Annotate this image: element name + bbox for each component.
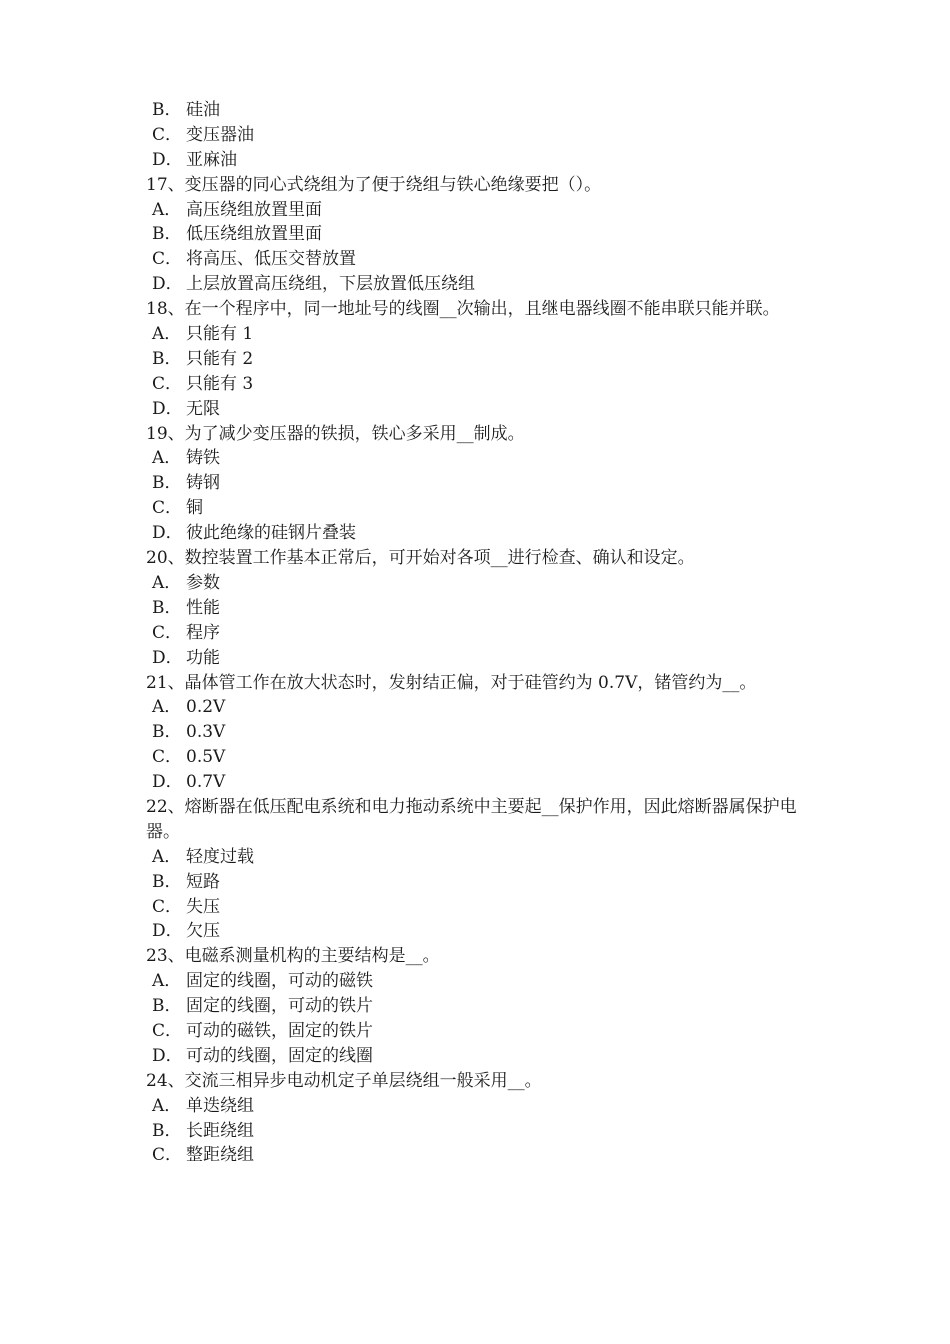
option-letter: B．	[152, 871, 182, 892]
option-text: 铸钢	[186, 473, 220, 494]
option-letter: C．	[152, 622, 183, 643]
option-text: 无限	[186, 398, 220, 419]
answer-option	[0, 372, 950, 397]
option-letter: A．	[152, 846, 182, 867]
answer-option	[0, 695, 950, 720]
option-letter: C．	[152, 124, 183, 145]
answer-option	[0, 247, 950, 272]
answer-option	[0, 1094, 950, 1119]
option-letter: A．	[152, 971, 182, 992]
option-letter: C．	[152, 1021, 183, 1042]
option-text: 上层放置高压绕组，下层放置低压绕组	[186, 274, 475, 295]
option-text: 可动的磁铁，固定的铁片	[186, 1021, 373, 1042]
answer-option	[0, 471, 950, 496]
answer-option	[0, 646, 950, 671]
option-letter: A．	[152, 448, 182, 469]
option-text: 高压绕组放置里面	[186, 199, 322, 220]
option-letter: D．	[152, 647, 183, 668]
option-letter: A．	[152, 697, 182, 718]
option-text: 单迭绕组	[186, 1095, 254, 1116]
option-letter: D．	[152, 523, 183, 544]
option-text: 只能有 2	[186, 348, 254, 369]
option-text: 铜	[186, 498, 203, 519]
option-letter: A．	[152, 324, 182, 345]
answer-option	[0, 1019, 950, 1044]
answer-option	[0, 148, 950, 173]
option-text: 固定的线圈，可动的铁片	[186, 996, 373, 1017]
option-letter: B．	[152, 722, 182, 743]
answer-option	[0, 845, 950, 870]
option-letter: B．	[152, 1120, 182, 1141]
option-letter: A．	[152, 1095, 182, 1116]
question-text: 18、在一个程序中，同一地址号的线圈__次输出，且继电器线圈不能串联只能并联。	[146, 299, 780, 320]
option-letter: D．	[152, 149, 183, 170]
question-text: 21、晶体管工作在放大状态时，发射结正偏，对于硅管约为 0.7V，锗管约为__。	[146, 672, 757, 693]
question-text: 20、数控装置工作基本正常后，可开始对各项__进行检查、确认和设定。	[146, 548, 695, 569]
answer-option	[0, 347, 950, 372]
answer-option	[0, 770, 950, 795]
option-letter: C．	[152, 249, 183, 270]
option-text: 亚麻油	[186, 149, 237, 170]
answer-option	[0, 322, 950, 347]
option-text: 短路	[186, 871, 220, 892]
option-letter: D．	[152, 921, 183, 942]
option-text: 彼此绝缘的硅钢片叠装	[186, 523, 356, 544]
answer-option	[0, 521, 950, 546]
answer-option	[0, 994, 950, 1019]
option-text: 0.2V	[186, 697, 226, 718]
question-text: 19、为了减少变压器的铁损，铁心多采用__制成。	[146, 423, 525, 444]
option-letter: A．	[152, 572, 182, 593]
answer-option	[0, 969, 950, 994]
option-text: 将高压、低压交替放置	[186, 249, 356, 270]
option-letter: C．	[152, 1145, 183, 1166]
answer-option	[0, 596, 950, 621]
answer-option	[0, 870, 950, 895]
option-letter: B．	[152, 473, 182, 494]
option-text: 整距绕组	[186, 1145, 254, 1166]
answer-option	[0, 1044, 950, 1069]
option-text: 失压	[186, 896, 220, 917]
question-text: 23、电磁系测量机构的主要结构是__。	[146, 946, 440, 967]
option-text: 欠压	[186, 921, 220, 942]
option-text: 铸铁	[186, 448, 220, 469]
question-text: 24、交流三相异步电动机定子单层绕组一般采用__。	[146, 1070, 542, 1091]
answer-option	[0, 98, 950, 123]
option-text: 只能有 3	[186, 373, 254, 394]
option-text: 变压器油	[186, 124, 254, 145]
option-letter: B．	[152, 100, 182, 120]
option-letter: C．	[152, 373, 183, 394]
option-letter: C．	[152, 896, 183, 917]
answer-option	[0, 446, 950, 471]
option-letter: D．	[152, 398, 183, 419]
option-text: 可动的线圈，固定的线圈	[186, 1045, 373, 1066]
answer-option	[0, 123, 950, 148]
answer-option	[0, 272, 950, 297]
answer-option	[0, 198, 950, 223]
option-text: 0.5V	[186, 747, 226, 768]
answer-option	[0, 919, 950, 944]
option-text: 只能有 1	[186, 324, 254, 345]
answer-option	[0, 496, 950, 521]
answer-option	[0, 1119, 950, 1144]
option-letter: C．	[152, 498, 183, 519]
option-letter: A．	[152, 199, 182, 220]
answer-option	[0, 1143, 950, 1168]
document-page	[0, 98, 950, 1168]
answer-option	[0, 397, 950, 422]
question-text: 17、变压器的同心式绕组为了便于绕组与铁心绝缘要把（）。	[146, 174, 602, 195]
option-text: 硅油	[186, 100, 220, 120]
option-text: 参数	[186, 572, 220, 593]
option-letter: D．	[152, 274, 183, 295]
option-text: 0.7V	[186, 772, 226, 793]
option-text: 性能	[186, 597, 220, 618]
option-text: 0.3V	[186, 722, 226, 743]
question-text: 22、熔断器在低压配电系统和电力拖动系统中主要起__保护作用，因此熔断器属保护电器。	[146, 796, 797, 842]
option-text: 固定的线圈，可动的磁铁	[186, 971, 373, 992]
option-letter: B．	[152, 996, 182, 1017]
answer-option	[0, 222, 950, 247]
answer-option	[0, 571, 950, 596]
option-letter: B．	[152, 348, 182, 369]
option-text: 长距绕组	[186, 1120, 254, 1141]
answer-option	[0, 745, 950, 770]
option-letter: D．	[152, 1045, 183, 1066]
answer-option	[0, 720, 950, 745]
answer-option	[0, 621, 950, 646]
option-text: 程序	[186, 622, 220, 643]
option-text: 轻度过载	[186, 846, 254, 867]
option-text: 功能	[186, 647, 220, 668]
option-text: 低压绕组放置里面	[186, 224, 322, 245]
answer-option	[0, 895, 950, 920]
option-letter: C．	[152, 747, 183, 768]
option-letter: D．	[152, 772, 183, 793]
option-letter: B．	[152, 224, 182, 245]
option-letter: B．	[152, 597, 182, 618]
